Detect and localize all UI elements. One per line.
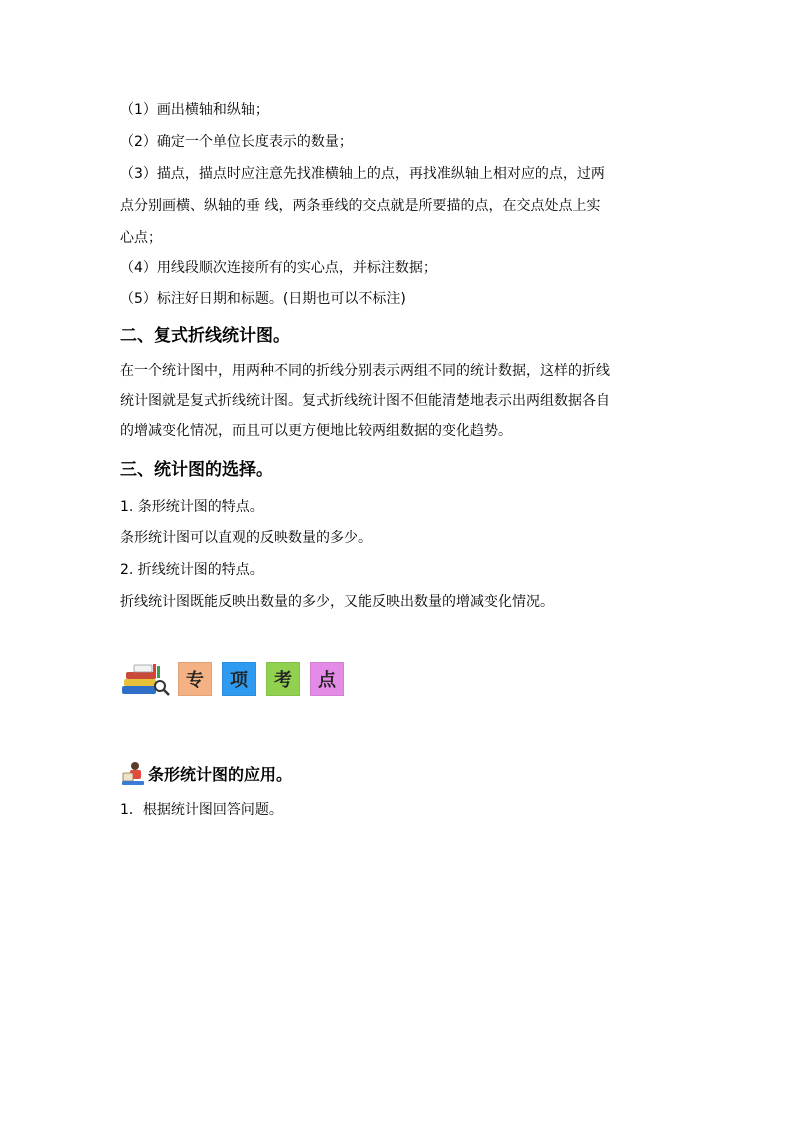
section-3-heading: 三、统计图的选择。: [120, 460, 273, 480]
special-topic-banner: [120, 659, 354, 699]
line-chart-feature-text: 折线统计图既能反映出数量的多少，又能反映出数量的增减变化情况。: [120, 594, 554, 610]
step-4: （4）用线段顺次连接所有的实心点，并标注数据；: [120, 260, 437, 276]
step-3-line-2: 点分别画横、纵轴的垂 线，两条垂线的交点就是所要描的点，在交点处点上实: [120, 198, 601, 214]
step-3-line-1: （3）描点，描点时应注意先找准横轴上的点，再找准纵轴上相对应的点，过两: [120, 166, 605, 182]
line-chart-feature-heading: 2. 折线统计图的特点。: [120, 562, 264, 578]
tile-xiang: 项: [222, 662, 256, 696]
tile-dian: 点: [310, 662, 344, 696]
step-3-line-3: 心点；: [120, 230, 162, 246]
section-2-line: 统计图就是复式折线统计图。复式折线统计图不但能清楚地表示出两组数据各自: [120, 393, 610, 409]
reading-student-icon: [120, 760, 146, 786]
step-5: （5）标注好日期和标题。(日期也可以不标注): [120, 291, 406, 307]
question-1: 1．根据统计图回答问题。: [120, 802, 283, 818]
step-1: （1）画出横轴和纵轴；: [120, 102, 269, 118]
subsection-title: 条形统计图的应用。: [148, 764, 293, 784]
section-2-heading: 二、复式折线统计图。: [120, 326, 290, 346]
step-2: （2）确定一个单位长度表示的数量；: [120, 134, 353, 150]
tile-kao: 考: [266, 662, 300, 696]
section-2-line: 在一个统计图中，用两种不同的折线分别表示两组不同的统计数据，这样的折线: [120, 363, 610, 379]
section-2-line: 的增减变化情况，而且可以更方便地比较两组数据的变化趋势。: [120, 423, 512, 439]
subsection-heading: [120, 760, 292, 786]
bar-chart-feature-text: 条形统计图可以直观的反映数量的多少。: [120, 530, 372, 546]
section-2-paragraph: [120, 356, 680, 446]
bar-chart-feature-heading: 1. 条形统计图的特点。: [120, 499, 264, 515]
books-magnifier-icon: [120, 660, 172, 698]
tile-zhuan: 专: [178, 662, 212, 696]
